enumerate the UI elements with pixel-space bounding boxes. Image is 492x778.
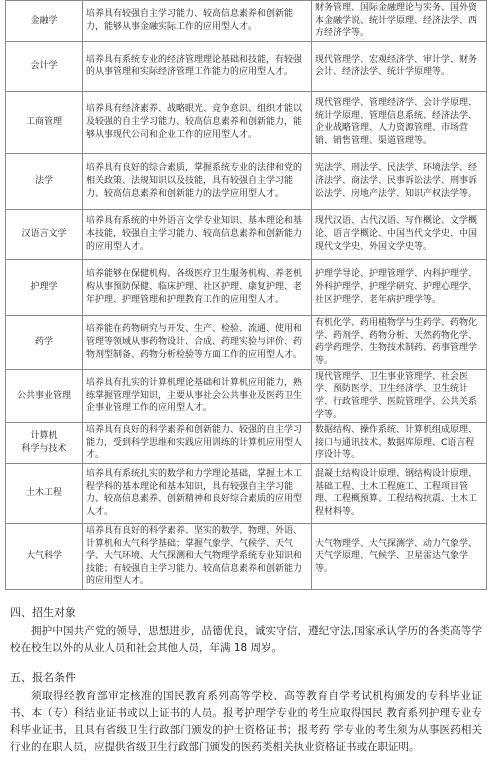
main-courses-text: 宪法学、刑法学、民法学、环境法学、经济法学、商法学、民事诉讼法学、刑事诉讼法学、房地产法学、知识产权法学等。 xyxy=(315,163,478,199)
training-goal-text: 培养能在药物研究与开发、生产、检验、流通、使用和管理等领域从事药物设计、合成、药理实验与评价、药物剂型制备、药物分析检验等方面工作的应用型人才。 xyxy=(86,324,303,360)
major-name-cell xyxy=(6,463,83,523)
major-name-text: 大气科学 xyxy=(25,551,62,562)
main-courses-text: 大气物理学、大气探测学、动力气象学、天气学原理、气候学、卫星雷达气象学等。 xyxy=(315,538,478,574)
main-courses-cell xyxy=(312,259,487,315)
training-goal-cell xyxy=(83,523,312,589)
major-name-text: 会计学 xyxy=(30,60,58,71)
major-name-text: 护理学 xyxy=(30,281,58,292)
section-4 xyxy=(10,604,482,657)
main-courses-cell xyxy=(312,523,487,589)
table-row xyxy=(6,315,487,369)
major-name-text: 药学 xyxy=(34,336,53,347)
main-courses-text: 混凝土结构设计原理、钢结构设计原理、基础工程、土木工程施工、工程项目管理、工程概预算、工程结构抗震、土木工程材料等。 xyxy=(315,469,478,518)
main-courses-cell xyxy=(312,153,487,209)
main-courses-text: 现代汉语、古代汉语、写作概论、文学概论、语言学概论、中国当代文学史、中国现代文学史、外国文学史等。 xyxy=(315,216,478,252)
main-courses-text: 现代管理学、宏观经济学、审计学、财务会计、经济法学、统计学原理等。 xyxy=(315,54,478,78)
training-goal-text: 培养具有较强自主学习能力、较高信息素养和创新能力，能够从事金融实际工作的应用型人才。 xyxy=(86,9,294,32)
training-goal-cell xyxy=(83,209,312,259)
major-name-text: 公共事业管理 xyxy=(16,390,71,401)
training-goal-text: 培养具有良好的科学素养、坚实的数学、物理、外语、计算机和大气科学基础；掌握气象学、气候学、天气学、大气环境、大气探测和大气物理学系统专业知识和技能；有较强自主学习能力、较高信息素养和创新能力的应用型人才。 xyxy=(86,525,303,587)
major-name-cell xyxy=(6,523,83,589)
major-name-text: 土木工程 xyxy=(25,488,62,499)
major-name-cell xyxy=(6,259,83,315)
main-courses-text: 财务管理、国际金融理论与实务、国外资本金融学说、统计学原理、经济法学、西方经济学等。 xyxy=(315,3,478,39)
training-goal-cell xyxy=(83,1,312,42)
training-goal-cell xyxy=(83,463,312,523)
major-name-text: 法学 xyxy=(34,175,53,186)
section-4-heading: 四、招生对象 xyxy=(10,606,76,619)
main-courses-cell xyxy=(312,91,487,153)
training-goal-text: 培养具有良好的综合素质，掌握系统专业的法律和党的相关政策、法规知识以及技能，具有较强自主学习能力、较高信息素养和创新能力的法学应用型人才。 xyxy=(86,163,303,199)
table-row xyxy=(6,91,487,153)
major-name-cell xyxy=(6,1,83,42)
table-row xyxy=(6,369,487,422)
main-courses-cell xyxy=(312,209,487,259)
main-courses-cell xyxy=(312,423,487,464)
table-row xyxy=(6,1,487,42)
main-courses-cell xyxy=(312,315,487,369)
training-goal-text: 培养具有良好的科学素养和创新能力、较强的自主学习能力，受到科学思维和实践应用训练的计算机应用型人才。 xyxy=(86,425,303,461)
major-name-cell xyxy=(6,315,83,369)
major-name-cell xyxy=(6,209,83,259)
training-goal-text: 培养具有系统专业的经济管理理论基础和技能，有较强的从事管理和实际经济管理工作能力的应用型人才。 xyxy=(86,54,303,78)
table-row xyxy=(6,523,487,589)
major-name-cell xyxy=(6,91,83,153)
training-goal-text: 培养具有系统扎实的数学和力学理论基础，掌握土木工程学科的基本理论和基本知识，具有较强自主学习能力、较高信息素养、创新精神和良好综合素质的应用型人才。 xyxy=(86,469,303,518)
major-name-text: 金融学 xyxy=(30,15,58,26)
table-row xyxy=(6,423,487,464)
training-goal-cell xyxy=(83,153,312,209)
section-4-body: 拥护中国共产党的领导，思想进步，品德优良，诚实守信，遵纪守法,国家承认学历的各类高等学校在校生以外的从业人员和社会其他人员，年满 18 周岁。 xyxy=(10,625,482,654)
training-goal-cell xyxy=(83,423,312,464)
main-courses-text: 现代管理学、卫生事业管理学、社会医学、预防医学、卫生经济学、卫生统计学、行政管理学、医院管理学、公共关系学等。 xyxy=(315,371,478,420)
table-row xyxy=(6,153,487,209)
major-name-cell xyxy=(6,41,83,91)
major-name-text: 汉语言文学 xyxy=(21,228,67,239)
training-goal-text: 培养具有系统的中外语言文学专业知识、基本理论和基本技能，较强自主学习能力、较高信息素养和创新能力的应用型人才。 xyxy=(86,216,303,252)
table-row xyxy=(6,41,487,91)
training-goal-text: 培养具有经济素养、战略眼光、竞争意识、组织才能以及较强的自主学习能力、较高信息素养和创新能力，能够从事现代公司和企业工作的应用型人才。 xyxy=(86,104,303,140)
training-goal-text: 培养能够在保健机构、各级医疗卫生服务机构、养老机构从事预防保健、临床护理、社区护理、康复护理、老年护理、护理管理和护理教育工作的应用型人才。 xyxy=(86,269,303,305)
main-courses-text: 数据结构、操作系统、计算机组成原理、接口与通讯技术、数据库原理、C语言程序设计等。 xyxy=(315,425,478,461)
main-courses-cell xyxy=(312,463,487,523)
main-courses-cell xyxy=(312,369,487,422)
main-courses-cell xyxy=(312,41,487,91)
section-5-body: 须取得经教育部审定核准的国民教育系列高等学校、高等教育自学考试机构颁发的专科毕业证书、本（专）科结业证书或以上证书的人员。报考护理学专业的考生应取得国民 教育系列护理专业专科毕业证书，且具有省级卫生行政部门颁发的护士资格证书；报考药 学专业的考生须为从事医药相关行业的在职人员，应提供省级卫生行政部门颁发的医药类相关执业资格证书或在职证明。 xyxy=(10,690,482,753)
main-courses-text: 有机化学、药用植物学与生药学、药物化学、药剂学、药物分析、天然药物化学、药学药理学、生物技术制药、药事管理学等。 xyxy=(315,318,478,366)
training-goal-text: 培养具有扎实的计算机理论基础和计算机应用能力，熟练掌握管理学知识，主要从事社会公共事业及医药卫生企事业管理工作的应用型人才。 xyxy=(86,378,303,414)
major-name-cell xyxy=(6,369,83,422)
table-row xyxy=(6,209,487,259)
training-goal-cell xyxy=(83,259,312,315)
majors-table xyxy=(5,0,487,590)
training-goal-cell xyxy=(83,91,312,153)
main-courses-cell xyxy=(312,1,487,42)
main-courses-text: 现代管理学、管理经济学、会计学原理、统计学原理、管理信息系统、经济法学、企业战略管理、人力资源管理、市场营销、销售管理、渠道管理等。 xyxy=(315,98,478,146)
section-5-heading: 五、报名条件 xyxy=(10,671,76,684)
table-row xyxy=(6,259,487,315)
major-name-text: 计算机 科学与技术 xyxy=(21,431,67,455)
table-row xyxy=(6,463,487,523)
major-name-cell xyxy=(6,423,83,464)
majors-table-body xyxy=(6,1,487,590)
main-courses-text: 护理学导论、护理管理学、内科护理学、外科护理学、护理学研究、护理心理学、社区护理学、老年病护理学等。 xyxy=(315,269,478,305)
major-name-text: 工商管理 xyxy=(25,116,62,127)
training-goal-cell xyxy=(83,369,312,422)
section-5 xyxy=(10,669,482,756)
training-goal-cell xyxy=(83,315,312,369)
major-name-cell xyxy=(6,153,83,209)
training-goal-cell xyxy=(83,41,312,91)
